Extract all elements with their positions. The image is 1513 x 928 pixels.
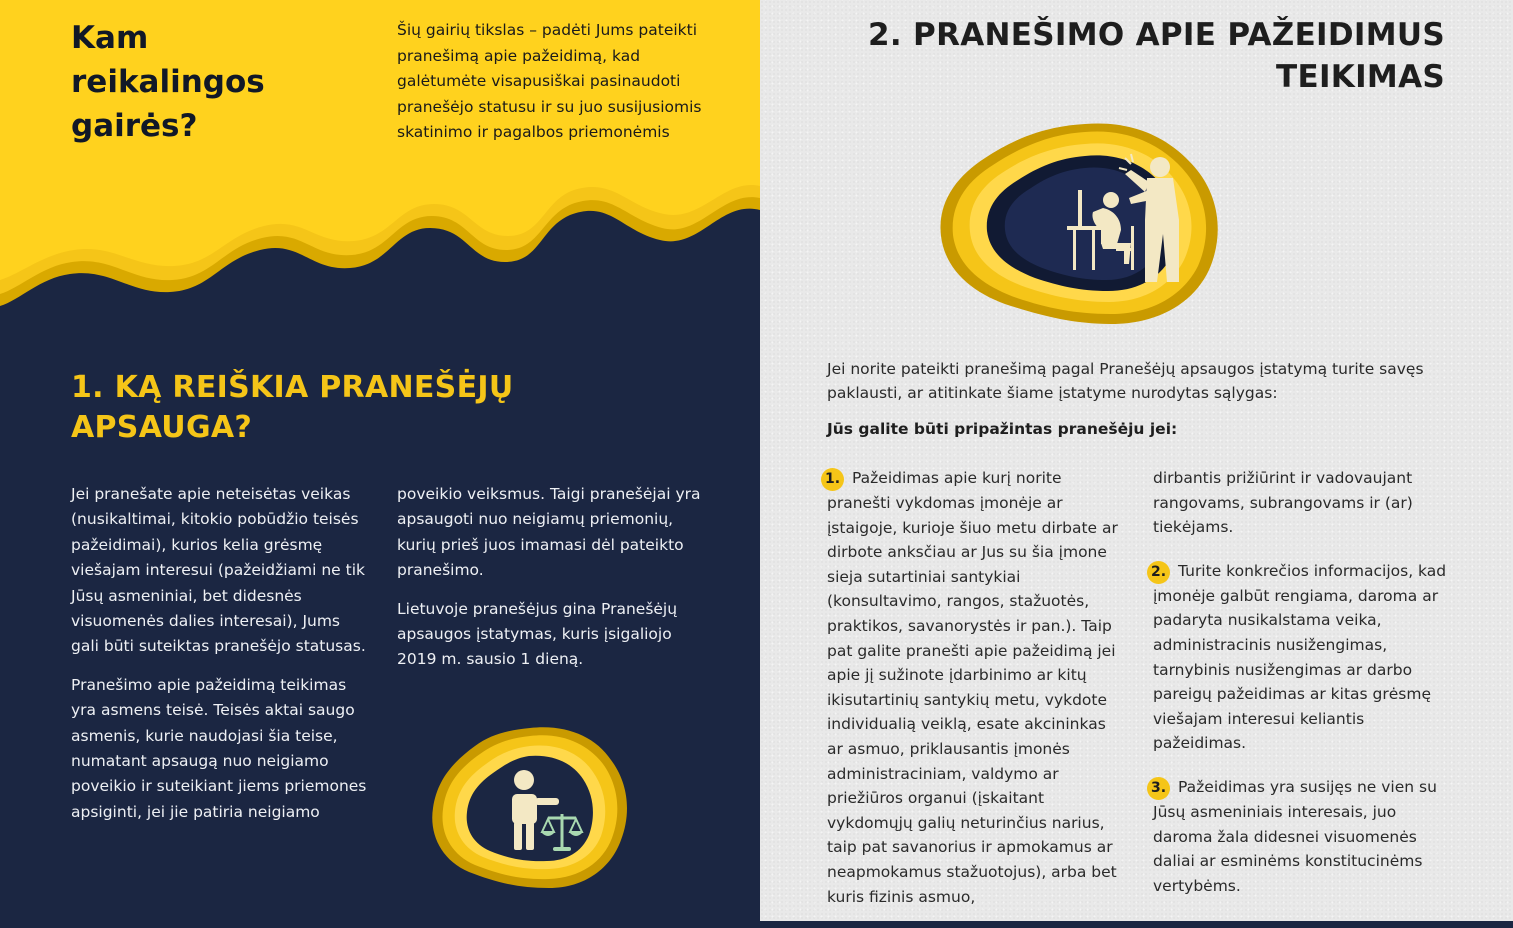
list-item-text: Turite konkrečios informacijos, kad įmonėje galbūt rengiama, daroma ar padaryta nusikalstama veika, administracinis nusižengimas, tarnybinis nusižengimas ar darbo pareigų pažeidimas ar kitas grėsmę viešajam interesui keliantis pažeidimas. [1153, 561, 1447, 753]
list-item [1150, 559, 1453, 756]
section1-paragraph: Lietuvoje pranešėjus gina Pranešėjų apsaugos įstatymas, kuris įsigaliojo 2019 m. sausio 1 dieną. [397, 599, 678, 669]
section1-column-b [397, 482, 707, 686]
list-item [1150, 775, 1453, 898]
number-badge: 3. [1147, 777, 1170, 800]
section1-heading: 1. KĄ REIŠKIA PRANEŠĖJŲ APSAUGA? [71, 370, 514, 445]
list-item [824, 466, 1125, 909]
section1-paragraph: Pranešimo apie pažeidimą teikimas yra asmens teisė. Teisės aktai saugo asmenis, kurie naudojasi šia teise, numatant apsaugą nuo neigiamo poveikio ir suteikiant jiems priemones apsiginti, jei jie patiria neigiamo [71, 675, 367, 821]
section2-subheading: Jūs galite būti pripažintas pranešėju jei: [827, 420, 1178, 438]
section1-paragraph: poveikio veiksmus. Taigi pranešėjai yra apsaugoti nuo neigiamų priemonių, kurių prieš juos imamasi dėl pateikto pranešimo. [397, 485, 701, 580]
section2-column-right [1150, 466, 1453, 917]
list-item-text: Pažeidimas apie kurį norite pranešti vykdomas įmonėje ar įstaigoje, kurioje šiuo metu dirbate ar dirbote anksčiau ar Jus su šia įmone sieja sutartiniai santykiai (konsultavimo, rangos, stažuotės, praktikos, savanorystės ir pan.). Taip pat galite pranešti apie pažeidimą jei apie jį sužinote įdarbinimo ar kitų ikisutartinių santykių metu, vykdote individualią veiklą, esate akcininkas ar asmuo, priklausantis įmonės administraciniam, valdymo ar priežiūros organui (įskaitant vykdomųjų galių neturinčius narius, taip pat savanorius ir apmokamus ar neapmokamus stažuotojus), arba bet kuris fizinis asmuo, [827, 469, 1118, 906]
section2-heading: 2. PRANEŠIMO APIE PAŽEIDIMUS TEIKIMAS [868, 17, 1445, 95]
list-item-text: Pažeidimas yra susijęs ne vien su Jūsų asmeniniais interesais, juo daroma žala didesnei visuomenės daliai ar esminėms konstitucinėms vertybėms. [1153, 777, 1437, 895]
office-conflict-illustration [935, 118, 1225, 328]
guidelines-purpose-title: Kam reikalingos gairės? [71, 20, 265, 144]
section2-column-left [824, 466, 1125, 928]
section1-column-a [71, 482, 371, 838]
number-badge: 1. [821, 468, 844, 491]
guidelines-purpose-text: Šių gairių tikslas – padėti Jums pateikti pranešimą apie pažeidimą, kad galėtumėte visapusiškai pasinaudoti pranešėjo statusu ir su juo susijusiomis skatinimo ir pagalbos priemonėmis [397, 21, 702, 141]
left-panel [0, 0, 760, 921]
section2-intro: Jei norite pateikti pranešimą pagal Pranešėjų apsaugos įstatymą turite savęs paklausti, ar atitinkate šiame įstatyme nurodytas sąlygas: [827, 360, 1424, 402]
list-item-continuation: dirbantis prižiūrint ir vadovaujant rangovams, subrangovams ir (ar) tiekėjams. [1153, 469, 1413, 537]
section1-paragraph: Jei pranešate apie neteisėtas veikas (nusikaltimai, kitokio pobūdžio teisės pažeidimai), kurios kelia grėsmę viešajam interesui (pažeidžiami ne tik Jūsų asmeniniai, bet didesnės visuomenės dalies interesai), Jums gali būti suteiktas pranešėjo statusas. [71, 485, 366, 656]
number-badge: 2. [1147, 561, 1170, 584]
person-with-scales-icon [425, 722, 635, 892]
